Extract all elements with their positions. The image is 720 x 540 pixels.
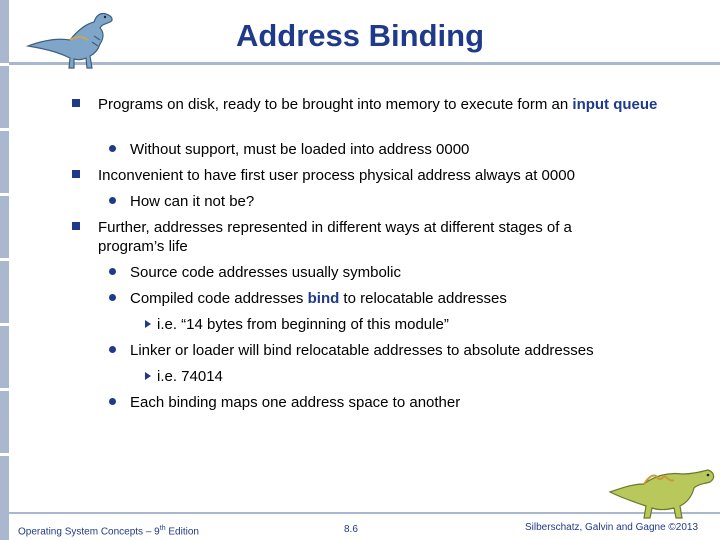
- bullet-item: [130, 289, 660, 308]
- strip-gap: [0, 193, 9, 196]
- strip-gap: [0, 258, 9, 261]
- bullet-text: to relocatable addresses: [339, 290, 507, 307]
- bullet-item: How can it not be?: [130, 193, 255, 210]
- round-bullet-icon: [109, 398, 116, 405]
- square-bullet-icon: [72, 170, 80, 178]
- bullet-item: Linker or loader will bind relocatable addresses to absolute addresses: [130, 342, 594, 359]
- footer-text: Edition: [165, 526, 199, 538]
- bullet-item: Inconvenient to have first user process physical address always at 0000: [98, 167, 575, 184]
- page-number: 8.6: [344, 524, 358, 535]
- triangle-bullet-icon: [145, 372, 151, 380]
- strip-gap: [0, 128, 9, 131]
- bullet-item: Without support, must be loaded into address 0000: [130, 141, 470, 158]
- bullet-item: Source code addresses usually symbolic: [130, 264, 401, 281]
- triangle-bullet-icon: [145, 320, 151, 328]
- dinosaur-logo-icon: [608, 462, 718, 522]
- round-bullet-icon: [109, 197, 116, 204]
- footer-authors: Silberschatz, Galvin and Gagne ©2013: [525, 522, 699, 533]
- strip-gap: [0, 323, 9, 326]
- bullet-item: [98, 218, 658, 256]
- strip-gap: [0, 63, 9, 66]
- round-bullet-icon: [109, 145, 116, 152]
- slide-title: Address Binding: [235, 18, 484, 53]
- bullet-text-line: program’s life: [98, 238, 188, 255]
- footer-superscript: th: [159, 525, 166, 532]
- footer-text: Operating System Concepts – 9: [18, 526, 160, 538]
- highlight-term: input queue: [572, 96, 658, 113]
- bullet-item: [98, 95, 658, 114]
- bullet-item: i.e. 74014: [157, 368, 223, 385]
- square-bullet-icon: [72, 99, 80, 107]
- strip-gap: [0, 388, 9, 391]
- round-bullet-icon: [109, 294, 116, 301]
- bullet-text-line: Further, addresses represented in different ways at different stages of a: [98, 219, 572, 236]
- bullet-item: i.e. “14 bytes from beginning of this module”: [157, 316, 449, 333]
- round-bullet-icon: [109, 346, 116, 353]
- highlight-term: bind: [307, 290, 340, 307]
- strip-gap: [0, 453, 9, 456]
- round-bullet-icon: [109, 268, 116, 275]
- square-bullet-icon: [72, 222, 80, 230]
- bullet-text: Programs on disk, ready to be brought into memory to execute form an: [98, 96, 573, 113]
- left-frame-strip: [0, 0, 9, 540]
- bullet-text: Compiled code addresses: [130, 290, 308, 307]
- footer-book-title: [18, 525, 199, 537]
- bullet-item: Each binding maps one address space to another: [130, 394, 461, 411]
